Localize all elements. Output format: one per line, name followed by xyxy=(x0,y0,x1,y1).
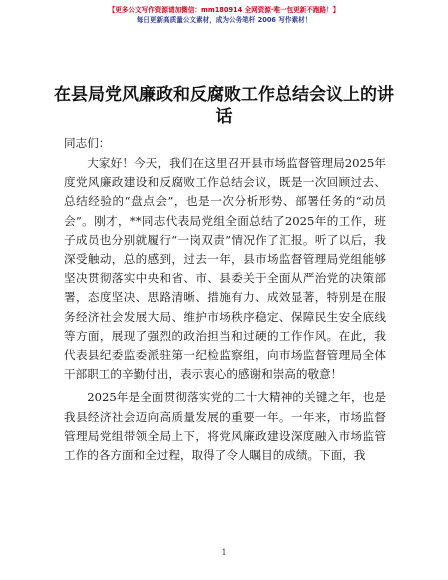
promo-banner-line-2: 每日更新高质量公文素材，成为公务笔杆 2006 写作素材！ xyxy=(136,16,312,24)
document-title: 在县局党风廉政和反腐败工作总结会议上的讲话 xyxy=(54,85,394,127)
body-paragraph: 2025年是全面贯彻落实党的二十大精神的关键之年，也是我县经济社会迈向高质量发展的重要一年。一年来，市场监督管理局党组带领全局上下，将党风廉政建设深度融入市场监管工作的各方面和全过程，取得了令人瞩目的成绩。下面，我 xyxy=(64,390,386,463)
promo-banner xyxy=(0,5,448,25)
page-number: 1 xyxy=(221,548,227,557)
body-paragraph: 大家好！今天，我们在这里召开县市场监督管理局2025年度党风廉政建设和反腐败工作总结会议，既是一次回顾过去、总结经验的“盘点会”，也是一次分析形势、部署任务的“动员会”。刚才，**同志代表局党组全面总结了2025年的工作，班子成员也分别就履行“一岗双责”情况作了汇报。听了以后，我深受触动，总的感到，过去一年，县市场监督管理局党组能够坚决贯彻落实中央和省、市、县委关于全面从严治党的决策部署，态度坚决、思路清晰、措施有力、成效显著，特别是在服务经济社会发展大局、维护市场秩序稳定、保障民生安全底线等方面，展现了强烈的政治担当和过硬的工作作风。在此，我代表县纪委监委派驻第一纪检监察组，向市场监督管理局全体干部职工的辛勤付出，表示衷心的感谢和崇高的敬意！ xyxy=(64,156,386,382)
document-body xyxy=(64,154,386,469)
greeting: 同志们： xyxy=(64,136,111,150)
promo-banner-line-1: 【更多公文写作资源请加微信：mm180914 全网资源·唯一包更新不跑路！】 xyxy=(108,6,340,14)
